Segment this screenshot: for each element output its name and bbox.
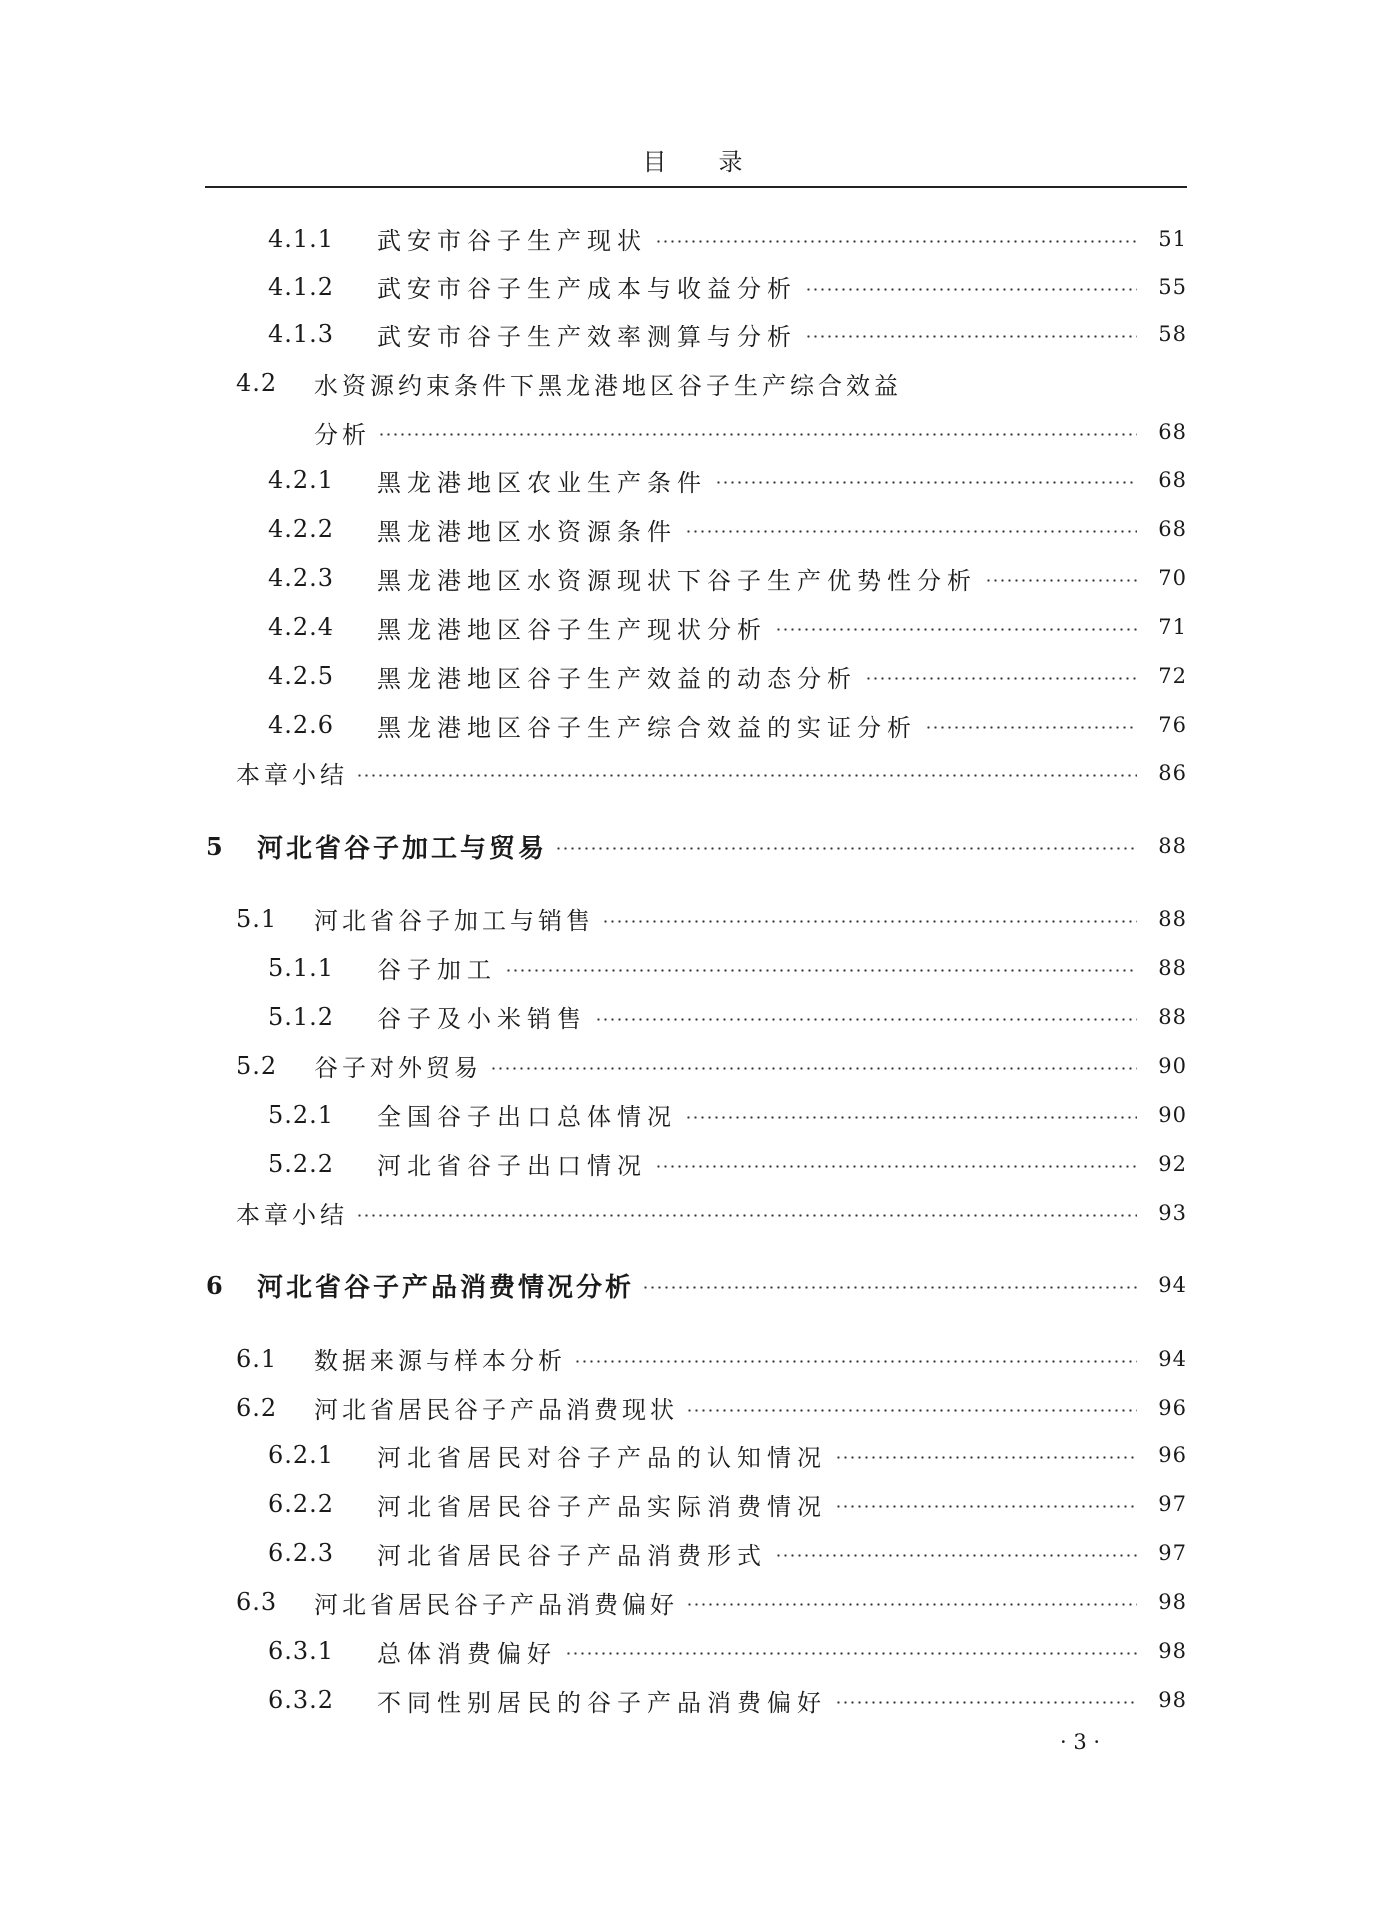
dot-leader: [925, 726, 1137, 729]
dot-leader: [805, 288, 1137, 291]
toc-entry-page: 88: [1158, 955, 1187, 980]
toc-entry-title: 本章小结: [236, 1201, 348, 1230]
dot-leader: [685, 1116, 1137, 1119]
toc-entry-number: 5.2: [236, 1051, 278, 1080]
toc-entry[interactable]: [0, 997, 1187, 1037]
toc-entry[interactable]: [0, 899, 1187, 939]
toc-entry-title: 黑龙港地区谷子生产现状分析: [377, 615, 767, 644]
toc-entry[interactable]: [0, 267, 1187, 307]
dot-leader: [835, 1505, 1137, 1508]
toc-entry-number: 6.2.2: [268, 1490, 335, 1519]
toc-entry-title: 黑龙港地区水资源条件: [377, 517, 677, 546]
toc-entry[interactable]: [0, 1484, 1187, 1524]
toc-entry-title: 武安市谷子生产效率测算与分析: [377, 322, 797, 351]
toc-entry[interactable]: [0, 1680, 1187, 1720]
toc-entry-page: 55: [1158, 274, 1187, 299]
toc-entry-title: 水资源约束条件下黑龙港地区谷子生产综合效益: [314, 371, 902, 400]
toc-entry[interactable]: [0, 363, 1187, 403]
dot-leader: [490, 1067, 1137, 1070]
page-header-title: [0, 142, 1385, 177]
toc-entry-number: 4.2.5: [268, 662, 335, 691]
dot-leader: [574, 1360, 1137, 1363]
toc-entry[interactable]: [0, 1435, 1187, 1475]
toc-entry[interactable]: [0, 1095, 1187, 1135]
toc-entry[interactable]: [0, 314, 1187, 354]
toc-entry[interactable]: [0, 558, 1187, 598]
toc-entry-title: 黑龙港地区农业生产条件: [377, 468, 707, 497]
toc-entry-title: 黑龙港地区谷子生产综合效益的实证分析: [377, 713, 917, 742]
toc-entry-page: 76: [1158, 713, 1187, 738]
toc-entry-page: 94: [1158, 1273, 1187, 1298]
toc-entry[interactable]: [0, 1388, 1187, 1428]
toc-entry-page: 88: [1158, 906, 1187, 931]
toc-entry-title: 河北省居民谷子产品实际消费情况: [377, 1492, 827, 1521]
dot-leader: [775, 1554, 1137, 1557]
toc-entry-number: 6.3: [236, 1588, 278, 1617]
toc-entry[interactable]: [0, 1582, 1187, 1622]
toc-entry-title: 河北省居民谷子产品消费形式: [377, 1541, 767, 1570]
toc-entry-number: 5.2.2: [268, 1149, 335, 1178]
toc-entry-page: 86: [1158, 760, 1187, 785]
toc-entry-number: 4.2.3: [268, 564, 335, 593]
toc-entry-number: 4.2.2: [268, 515, 335, 544]
toc-entry-page: 68: [1158, 420, 1187, 445]
toc-entry[interactable]: [0, 1144, 1187, 1184]
dot-leader: [655, 1165, 1137, 1168]
dot-leader: [985, 579, 1137, 582]
toc-entry-number: 5.1.1: [268, 953, 335, 982]
toc-entry[interactable]: [0, 1193, 1187, 1233]
toc-entry-title: 分析: [314, 420, 370, 449]
toc-entry-title: 河北省居民对谷子产品的认知情况: [377, 1443, 827, 1472]
toc-entry-page: 98: [1158, 1639, 1187, 1664]
dot-leader: [655, 240, 1137, 243]
toc-entry-title: 黑龙港地区谷子生产效益的动态分析: [377, 664, 857, 693]
toc-entry[interactable]: [0, 826, 1187, 866]
toc-entry-title: 谷子对外贸易: [314, 1054, 482, 1083]
toc-entry[interactable]: [0, 656, 1187, 696]
toc-entry[interactable]: [0, 1631, 1187, 1671]
toc-entry-page: 88: [1158, 834, 1187, 859]
toc-entry-page: 97: [1158, 1492, 1187, 1517]
toc-entry-page: 97: [1158, 1541, 1187, 1566]
dot-leader: [685, 530, 1137, 533]
dot-leader: [356, 774, 1137, 777]
toc-entry-page: 90: [1158, 1053, 1187, 1078]
toc-entry[interactable]: [0, 607, 1187, 647]
header-char: 录: [718, 148, 743, 176]
toc-entry-page: 51: [1158, 226, 1187, 251]
dot-leader: [595, 1018, 1137, 1021]
toc-entry-title: 总体消费偏好: [377, 1639, 557, 1668]
toc-entry[interactable]: [0, 509, 1187, 549]
toc-entry-page: 90: [1158, 1102, 1187, 1127]
toc-entry-page: 71: [1158, 615, 1187, 640]
toc-entry-page: 96: [1158, 1395, 1187, 1420]
toc-entry-page: 93: [1158, 1200, 1187, 1225]
toc-entry-number: 5: [206, 831, 224, 861]
dot-leader: [505, 969, 1137, 972]
dot-leader: [686, 1603, 1137, 1606]
toc-entry-number: 6.3.1: [268, 1637, 335, 1666]
toc-entry-number: 5.1.2: [268, 1002, 335, 1031]
toc-entry[interactable]: [0, 1339, 1187, 1379]
toc-entry[interactable]: [0, 1046, 1187, 1086]
toc-entry-number: 5.2.1: [268, 1100, 335, 1129]
toc-entry-title: 河北省谷子产品消费情况分析: [257, 1272, 635, 1303]
toc-entry-number: 5.1: [236, 904, 278, 933]
toc-entry-title: 不同性别居民的谷子产品消费偏好: [377, 1688, 827, 1717]
toc-entry-page: 94: [1158, 1346, 1187, 1371]
toc-entry-number: 4.2: [236, 369, 278, 398]
toc-entry-page: 92: [1158, 1151, 1187, 1176]
toc-entry[interactable]: [0, 219, 1187, 259]
toc-entry-title: 全国谷子出口总体情况: [377, 1103, 677, 1132]
toc-entry[interactable]: [0, 1533, 1187, 1573]
toc-entry-title: 谷子加工: [377, 956, 497, 985]
toc-entry-page: 70: [1158, 566, 1187, 591]
toc-entry-page: 58: [1158, 322, 1187, 347]
toc-entry-title: 河北省居民谷子产品消费现状: [314, 1396, 678, 1425]
dot-leader: [775, 628, 1137, 631]
toc-entry[interactable]: [0, 705, 1187, 745]
dot-leader: [835, 1456, 1137, 1459]
dot-leader: [835, 1701, 1137, 1704]
header-char: 目: [642, 148, 667, 176]
toc-entry-number: 6: [206, 1270, 224, 1300]
dot-leader: [565, 1652, 1137, 1655]
toc-entry-number: 6.2.1: [268, 1441, 335, 1470]
toc-entry-number: 6.1: [236, 1344, 278, 1373]
dot-leader: [865, 677, 1137, 680]
dot-leader: [642, 1286, 1137, 1289]
toc-entry-page: 88: [1158, 1004, 1187, 1029]
toc-entry-number: 6.3.2: [268, 1686, 335, 1715]
toc-entry-title: 河北省谷子加工与贸易: [257, 833, 548, 864]
toc-entry-title: 黑龙港地区水资源现状下谷子生产优势性分析: [377, 566, 977, 595]
toc-entry-number: 4.2.6: [268, 711, 335, 740]
toc-entry-page: 72: [1158, 664, 1187, 689]
toc-entry[interactable]: [0, 412, 1187, 452]
toc-entry-number: 4.1.1: [268, 224, 335, 253]
dot-leader: [602, 920, 1137, 923]
toc-entry-page: 68: [1158, 517, 1187, 542]
dot-leader: [715, 481, 1137, 484]
toc-entry-title: 河北省居民谷子产品消费偏好: [314, 1590, 678, 1619]
toc-entry[interactable]: [0, 948, 1187, 988]
toc-entry-page: 98: [1158, 1688, 1187, 1713]
toc-entry-number: 6.2: [236, 1393, 278, 1422]
toc-entry-title: 谷子及小米销售: [377, 1005, 587, 1034]
dot-leader: [555, 847, 1137, 850]
toc-entry[interactable]: [0, 753, 1187, 793]
toc-entry-title: 数据来源与样本分析: [314, 1347, 566, 1376]
toc-entry-page: 96: [1158, 1443, 1187, 1468]
toc-entry-title: 武安市谷子生产成本与收益分析: [377, 275, 797, 304]
toc-entry-number: 4.1.3: [268, 320, 335, 349]
toc-entry-number: 4.2.1: [268, 466, 335, 495]
toc-entry-number: 4.2.4: [268, 613, 335, 642]
dot-leader: [356, 1214, 1137, 1217]
dot-leader: [378, 433, 1137, 436]
header-rule: [205, 186, 1187, 188]
dot-leader: [805, 335, 1137, 338]
toc-entry-title: 本章小结: [236, 761, 348, 790]
toc-entry-page: 68: [1158, 468, 1187, 493]
toc-entry[interactable]: [0, 460, 1187, 500]
toc-entry-number: 4.1.2: [268, 272, 335, 301]
toc-entry-number: 6.2.3: [268, 1539, 335, 1568]
dot-leader: [686, 1409, 1137, 1412]
page-number: · 3 ·: [1060, 1730, 1101, 1754]
toc-entry[interactable]: [0, 1265, 1187, 1305]
toc-entry-title: 河北省谷子出口情况: [377, 1152, 647, 1181]
toc-entry-title: 武安市谷子生产现状: [377, 227, 647, 256]
toc-entry-page: 98: [1158, 1590, 1187, 1615]
toc-entry-title: 河北省谷子加工与销售: [314, 907, 594, 936]
